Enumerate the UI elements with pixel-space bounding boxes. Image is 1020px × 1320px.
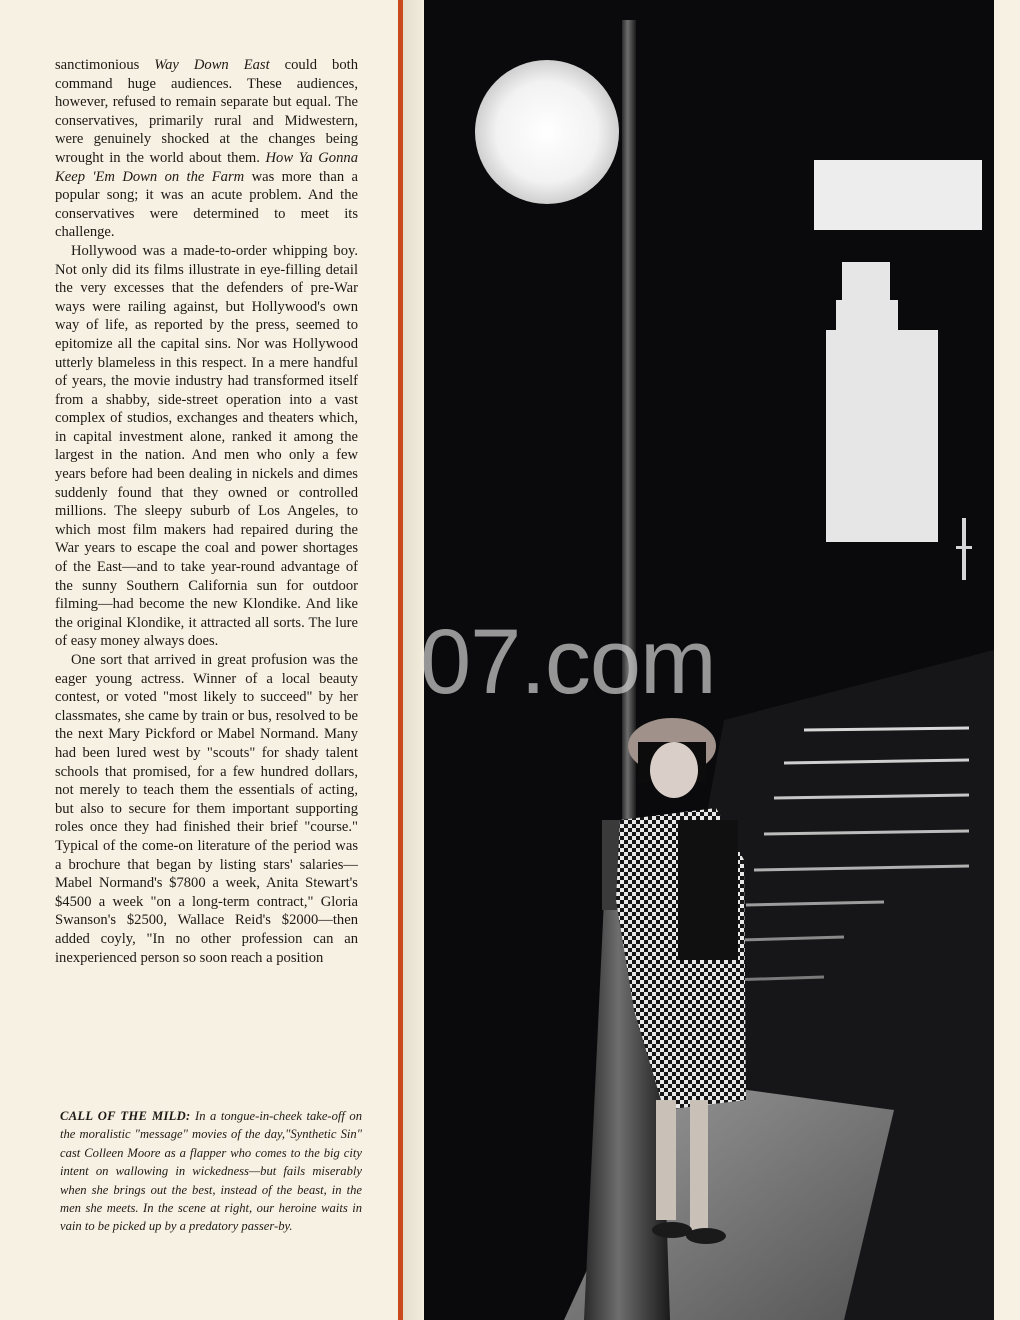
text-run: Hollywood was a made-to-order whipping boy. Not only did its films illustrate in eye-filling detail the very excesses that the defenders of pre-War ways were railing against, but Hollywood's own way of life, as reported by the press, seemed to epitomize all the capital sins. Nor was Hollywood utterly blameless in this respect. In a mere handful of years, the movie industry had transformed itself from a shabby, side-street operation into a vast complex of studios, exchanges and theaters which, in capital investment alone, ranked it among the largest in the nation. And men who only a few years before had been dealing in nickels and dimes suddenly found that they owned or controlled millions. The sleepy suburb of Los Angeles, to which most film makers had repaired during the War years to escape the coal and power shortages of the East—and to take year-round advantage of the sunny Southern California sun for outdoor filming—had become the new Klondike. And like the original Klondike, it attracted all sorts. The lure of easy money always does.: [55, 242, 358, 650]
article-paragraph: [55, 56, 358, 242]
italic-title-run: How Ya Gonna Keep 'Em Down on the Farm: [55, 149, 358, 185]
caption-body: In a tongue-in-cheek take-off on the moralistic "message" movies of the day,"Synthetic Sin" cast Colleen Moore as a flapper who comes to the big city intent on wallowing in wickedness—but fails miserably when she brings out the best, instead of the beast, in the men she meets. In the scene at right, our heroine waits in vain to be picked up by a predatory passer-by.: [60, 1109, 363, 1234]
text-run: sanctimonious: [55, 57, 155, 73]
text-run: One sort that arrived in great profusion was the eager young actress. Winner of a local beauty contest, or voted "most likely to succeed" by her classmates, she came by train or bus, resolved to be the next Mary Pickford or Mabel Normand. Many had been lured west by "scouts" for shady talent schools that promised, for a few hundred dollars, not merely to teach them the essentials of acting, but also to secure for them important supporting roles once they had finished their brief "course." Typical of the come-on literature of the period was a brochure that began by listing stars' salaries—Mabel Normand's $7800 a week, Anita Stewart's $4500 a week "on a long-term contract," Gloria Swanson's $2500, Wallace Reid's $2000—then added coyly, "In no other profession can an inexperienced person so soon reach a position: [55, 652, 358, 966]
lit-window-horizontal: [814, 160, 982, 230]
street-lamp-globe: [475, 60, 619, 204]
text-run: could both command huge audiences. These audiences, however, refused to remain separate but equal. The conservatives, primarily rural and Midwestern, were genuinely shocked at the changes being wrought in the world about them.: [55, 57, 358, 166]
text-run: was more than a popular song; it was an acute problem. And the conservatives were determined to meet its challenge.: [55, 168, 358, 241]
italic-title-run: Way Down East: [154, 57, 270, 73]
article-paragraph: [55, 651, 358, 967]
article-paragraph: [55, 242, 358, 651]
article-text-column: [55, 56, 358, 967]
watermark-text: 07.com: [420, 611, 716, 713]
caption-title: CALL OF THE MILD:: [60, 1109, 191, 1123]
photo-caption: [60, 1107, 362, 1236]
